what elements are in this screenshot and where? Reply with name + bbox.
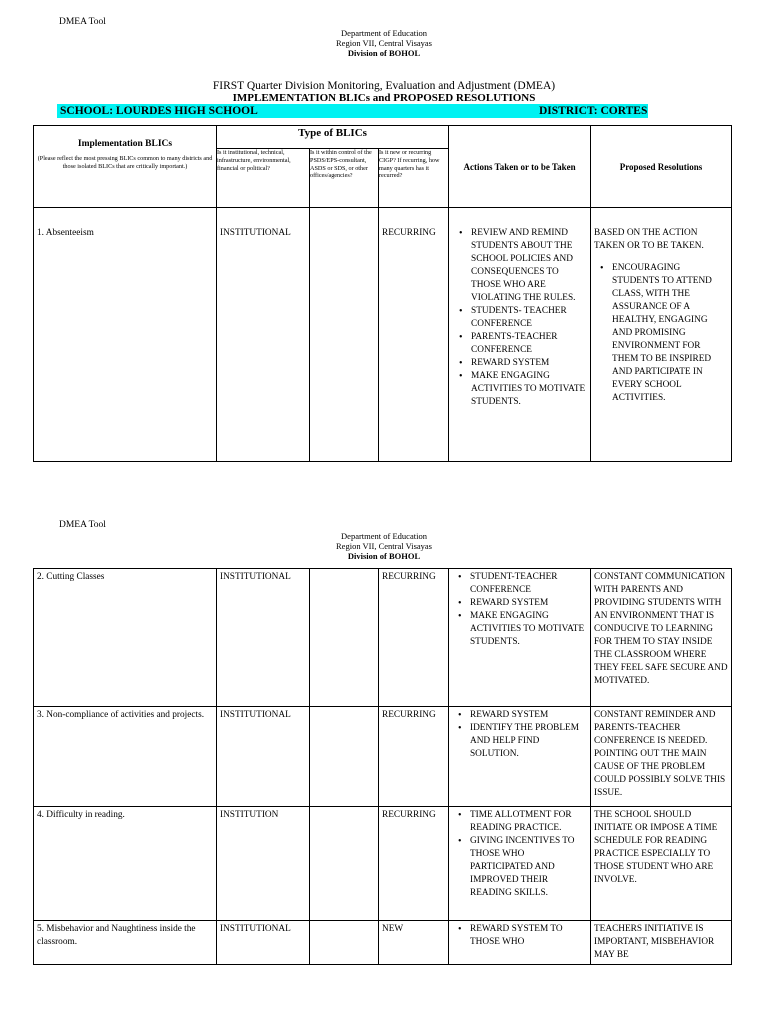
actions-cell [449,707,591,807]
header-implementation-note: (Please reflect the most pressing BLICs common to many districts and those isolated BLICs that are critically important.) [37,155,213,170]
tool-label: DMEA Tool [59,520,106,530]
resolution-cell: CONSTANT COMMUNICATION WITH PARENTS AND PROVIDING STUDENTS WITH AN ENVIRONMENT THAT IS CONDUCIVE TO LEARNING FOR THEM TO STAY INSIDE THE CLASSROOM WHERE THEY FEEL SAFE SECURE AND MOTIVATED. [591,569,732,707]
recurrence-cell: RECURRING [379,208,449,462]
header-type-of-blics: Type of BLICs [217,126,449,149]
header-type-question: Is it institutional, technical, infrastructure, environmental, financial or political? [217,149,310,208]
district-name: DISTRICT: CORTES [539,105,648,117]
resolutions-list [594,262,728,405]
quarter-title: FIRST Quarter Division Monitoring, Evaluation and Adjustment (DMEA) [212,80,556,92]
blic-table-page2 [33,568,732,965]
list-item: • MAKE ENGAGING ACTIVITIES TO MOTIVATE STUDENTS. [470,610,587,649]
division-name: Division of BOHOL [347,48,421,58]
type-cell: INSTITUTIONAL [217,707,310,807]
actions-cell [449,921,591,965]
blic-table-page1 [33,125,732,462]
table-row [34,569,732,707]
header-actions: Actions Taken or to be Taken [449,126,591,208]
region-name: Region VII, Central Visayas [336,541,432,551]
table-row [34,208,732,462]
list-item: • REWARD SYSTEM TO THOSE WHO [470,923,587,949]
department-name: Department of Education [341,28,427,38]
actions-list [452,709,587,761]
control-cell [310,921,379,965]
issue-cell: 5. Misbehavior and Naughtiness inside the classroom. [34,921,217,965]
list-item: • PARENTS-TEACHER CONFERENCE [471,331,587,357]
actions-cell [449,569,591,707]
resolution-intro: BASED ON THE ACTION TAKEN OR TO BE TAKEN. [594,228,704,251]
resolution-cell: CONSTANT REMINDER AND PARENTS-TEACHER CONFERENCE IS NEEDED. POINTING OUT THE MAIN CAUSE OF THE PROBLEM COULD POSSIBLY SOLVE THIS ISSUE. [591,707,732,807]
resolution-cell: TEACHERS INITIATIVE IS IMPORTANT, MISBEHAVIOR MAY BE [591,921,732,965]
resolution-cell [591,208,732,462]
header-implementation-title: Implementation BLICs [77,139,173,149]
list-item: • REVIEW AND REMIND STUDENTS ABOUT THE SCHOOL POLICIES AND CONSEQUENCES TO THOSE WHO ARE VIOLATING THE RULES. [471,227,587,305]
list-item: • STUDENT-TEACHER CONFERENCE [470,571,587,597]
header-implementation-blics [34,126,217,208]
control-cell [310,569,379,707]
type-cell: INSTITUTIONAL [217,569,310,707]
division-name: Division of BOHOL [347,551,421,561]
list-item: • REWARD SYSTEM [470,597,587,610]
table-row [34,921,732,965]
letterhead [0,531,768,561]
department-name: Department of Education [341,531,427,541]
type-cell: INSTITUTIONAL [217,208,310,462]
list-item: • MAKE ENGAGING ACTIVITIES TO MOTIVATE STUDENTS. [471,370,587,409]
recurrence-cell: RECURRING [379,569,449,707]
list-item: • IDENTIFY THE PROBLEM AND HELP FIND SOLUTION. [470,722,587,761]
issue-cell: 4. Difficulty in reading. [34,807,217,921]
letterhead [0,28,768,58]
resolution-cell: THE SCHOOL SHOULD INITIATE OR IMPOSE A TIME SCHEDULE FOR READING PRACTICE ESPECIALLY TO THOSE STUDENT WHO ARE INVOLVE. [591,807,732,921]
document-title: IMPLEMENTATION BLICs and PROPOSED RESOLUTIONS [232,92,536,104]
control-cell [310,208,379,462]
actions-list [452,923,587,949]
list-item: • REWARD SYSTEM [471,357,587,370]
recurrence-cell: NEW [379,921,449,965]
school-district-bar [57,104,648,118]
issue-cell: 1. Absenteeism [34,208,217,462]
region-name: Region VII, Central Visayas [336,38,432,48]
recurrence-cell: RECURRING [379,707,449,807]
actions-list [453,227,587,409]
list-item: • GIVING INCENTIVES TO THOSE WHO PARTICIPATED AND IMPROVED THEIR READING SKILLS. [470,835,587,900]
issue-cell: 2. Cutting Classes [34,569,217,707]
list-item: • TIME ALLOTMENT FOR READING PRACTICE. [470,809,587,835]
control-cell [310,807,379,921]
header-control-question: Is it within control of the PSDS/EPS-consultant, ASDS or SDS, or other offices/agencies? [310,149,379,208]
tool-label: DMEA Tool [59,17,106,27]
actions-list [452,809,587,900]
actions-cell [449,807,591,921]
actions-list [452,571,587,649]
recurrence-cell: RECURRING [379,807,449,921]
table-row [34,807,732,921]
list-item: • ENCOURAGING STUDENTS TO ATTEND CLASS, WITH THE ASSURANCE OF A HEALTHY, ENGAGING AND PROMISING ENVIRONMENT FOR THEM TO BE INSPIRED AND PARTICIPATE IN EVERY SCHOOL ACTIVITIES. [612,262,728,405]
control-cell [310,707,379,807]
type-cell: INSTITUTIONAL [217,921,310,965]
issue-cell: 3. Non-compliance of activities and projects. [34,707,217,807]
list-item: • STUDENTS- TEACHER CONFERENCE [471,305,587,331]
actions-cell [449,208,591,462]
header-recurrence-question: Is it new or recurring CIGP? If recurring, how many quarters has it recurred? [379,149,449,208]
table-row [34,707,732,807]
list-item: • REWARD SYSTEM [470,709,587,722]
school-name: SCHOOL: LOURDES HIGH SCHOOL [60,105,258,117]
header-resolutions: Proposed Resolutions [591,126,732,208]
type-cell: INSTITUTION [217,807,310,921]
